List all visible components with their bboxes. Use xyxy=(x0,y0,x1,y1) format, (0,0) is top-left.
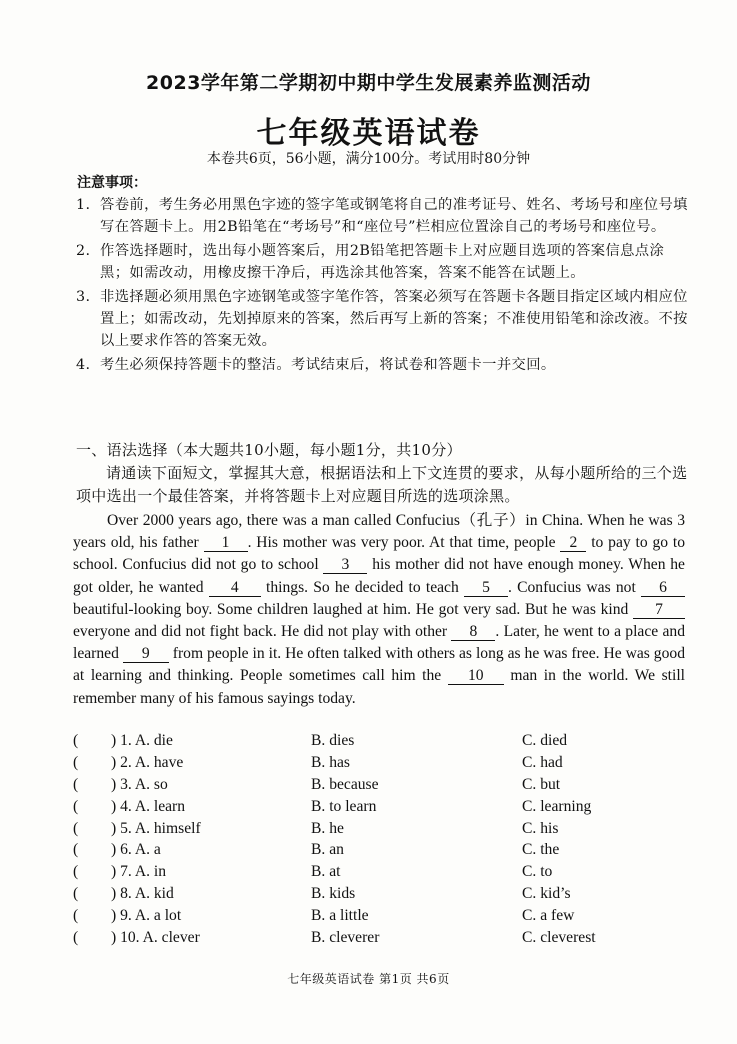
question-row xyxy=(73,732,685,754)
note-text: 答卷前，考生务必用黑色字迹的签字笔或钢笔将自己的准考证号、姓名、考场号和座位号填写在答题卡上。用2B铅笔在“考场号”和“座位号”栏相应位置涂自己的考场号和座位号。 xyxy=(100,197,688,235)
note-item xyxy=(76,194,688,238)
question-row xyxy=(73,820,685,842)
answer-bracket: ( xyxy=(73,885,79,903)
answer-bracket: ( xyxy=(73,907,79,925)
blank-9: 9 xyxy=(123,646,169,663)
passage-text: . Later, he went to a place and learned xyxy=(73,623,685,663)
option-b: B. dies xyxy=(311,732,355,749)
note-text: 非选择题必须用黑色字迹钢笔或签字笔作答，答案必须写在答题卡各题目指定区域内相应位置上；如需改动，先划掉原来的答案，然后再写上新的答案；不准使用铅笔和涂改液。不按以上要求作答的答案无效。 xyxy=(100,289,688,349)
option-c: C. but xyxy=(522,775,561,793)
answer-bracket: ( xyxy=(73,819,79,837)
option-c: C. to xyxy=(522,863,553,881)
option-b: B. an xyxy=(311,841,344,859)
note-number: 2. xyxy=(76,243,91,259)
notes-list xyxy=(76,194,688,378)
option-a: ) 3. A. so xyxy=(111,775,168,793)
answer-bracket: ( xyxy=(73,732,79,749)
exam-info: 本卷共6页，56小题，满分100分。考试用时80分钟 xyxy=(206,151,531,167)
option-c: C. cleverest xyxy=(522,929,596,947)
passage-text: . Confucius was not xyxy=(507,578,641,596)
option-c: C. his xyxy=(522,819,559,837)
exam-header-title: 2023学年第二学期初中期中学生发展素养监测活动 xyxy=(146,72,591,94)
question-row xyxy=(73,841,685,863)
passage-text: everyone and did not fight back. He did not play with other xyxy=(73,623,452,641)
option-a: ) 4. A. learn xyxy=(111,797,186,815)
reading-passage xyxy=(73,510,685,710)
question-options xyxy=(73,732,685,951)
option-a: ) 5. A. himself xyxy=(111,819,201,837)
option-c: C. learning xyxy=(522,797,592,815)
note-item xyxy=(76,286,688,352)
question-row xyxy=(73,754,685,776)
passage-text: his mother did not have enough money. When he got older, he wanted xyxy=(73,556,685,596)
section-title: 一、语法选择（本大题共10小题，每小题1分，共10分） xyxy=(76,441,462,459)
passage-text: things. So he decided to teach xyxy=(260,578,464,596)
passage-text: from people in it. He often talked with others as long as he was free. He was good at learning and thinking. People sometimes call him the xyxy=(73,645,685,685)
question-row xyxy=(73,929,685,951)
blank-8: 8 xyxy=(451,624,495,641)
page-footer: 七年级英语试卷 第1页 共6页 xyxy=(287,972,450,986)
option-a: ) 9. A. a lot xyxy=(111,907,182,925)
option-a: ) 6. A. a xyxy=(111,841,161,859)
answer-bracket: ( xyxy=(73,841,79,859)
option-b: B. cleverer xyxy=(311,929,380,947)
blank-5: 5 xyxy=(464,580,508,597)
blank-7: 7 xyxy=(633,602,685,619)
option-b: B. at xyxy=(311,863,341,881)
option-a: ) 8. A. kid xyxy=(111,885,174,903)
answer-bracket: ( xyxy=(73,753,79,771)
question-row xyxy=(73,907,685,929)
option-b: B. to learn xyxy=(311,797,377,815)
note-item xyxy=(76,240,688,284)
option-c: C. had xyxy=(522,753,563,771)
blank-10: 10 xyxy=(448,668,504,685)
question-row xyxy=(73,776,685,798)
note-number: 3. xyxy=(76,289,91,305)
option-c: C. died xyxy=(522,732,568,749)
passage-text: to pay to go to school. Confucius did not go to school xyxy=(73,534,686,574)
answer-bracket: ( xyxy=(73,929,79,947)
option-b: B. a little xyxy=(311,907,369,925)
notes-heading: 注意事项： xyxy=(77,175,147,191)
passage-text: beautiful-looking boy. Some children laughed at him. He got very sad. But he was kind xyxy=(73,600,633,618)
passage-text: . His mother was very poor. At that time, people xyxy=(247,534,561,552)
option-c: C. a few xyxy=(522,907,575,925)
note-number: 1. xyxy=(76,197,91,213)
question-row xyxy=(73,885,685,907)
blank-6: 6 xyxy=(641,580,685,597)
answer-bracket: ( xyxy=(73,863,79,881)
option-a: ) 2. A. have xyxy=(111,753,184,771)
option-a: ) 10. A. clever xyxy=(111,929,200,947)
section-instruction: 请通读下面短文，掌握其大意，根据语法和上下文连贯的要求，从每小题所给的三个选项中选出一个最佳答案，并将答题卡上对应题目所选的选项涂黑。 xyxy=(76,464,688,505)
option-b: B. because xyxy=(311,775,379,793)
note-number: 4. xyxy=(76,357,91,373)
note-item xyxy=(76,354,688,376)
exam-subject-title: 七年级英语试卷 xyxy=(256,116,481,151)
blank-2: 2 xyxy=(560,535,586,552)
passage-text: Over 2000 years ago, there was a man called Confucius（孔子）in China. When he was 3 years old, his father xyxy=(73,512,685,552)
option-b: B. kids xyxy=(311,885,356,903)
answer-bracket: ( xyxy=(73,797,79,815)
option-a: ) 1. A. die xyxy=(111,732,173,749)
question-row xyxy=(73,863,685,885)
blank-1: 1 xyxy=(204,535,248,552)
blank-3: 3 xyxy=(323,557,367,574)
option-b: B. has xyxy=(311,753,350,771)
answer-bracket: ( xyxy=(73,775,79,793)
option-c: C. the xyxy=(522,841,560,859)
blank-4: 4 xyxy=(209,580,261,597)
question-row xyxy=(73,798,685,820)
option-c: C. kid’s xyxy=(522,885,571,903)
option-a: ) 7. A. in xyxy=(111,863,167,881)
note-text: 作答选择题时，选出每小题答案后，用2B铅笔把答题卡上对应题目选项的答案信息点涂黑；如需改动，用橡皮擦干净后，再选涂其他答案，答案不能答在试题上。 xyxy=(100,243,665,281)
passage-text: man in the world. We still remember many of his famous sayings today. xyxy=(73,667,685,707)
note-text: 考生必须保持答题卡的整洁。考试结束后，将试卷和答题卡一并交回。 xyxy=(100,357,556,373)
option-b: B. he xyxy=(311,819,344,837)
